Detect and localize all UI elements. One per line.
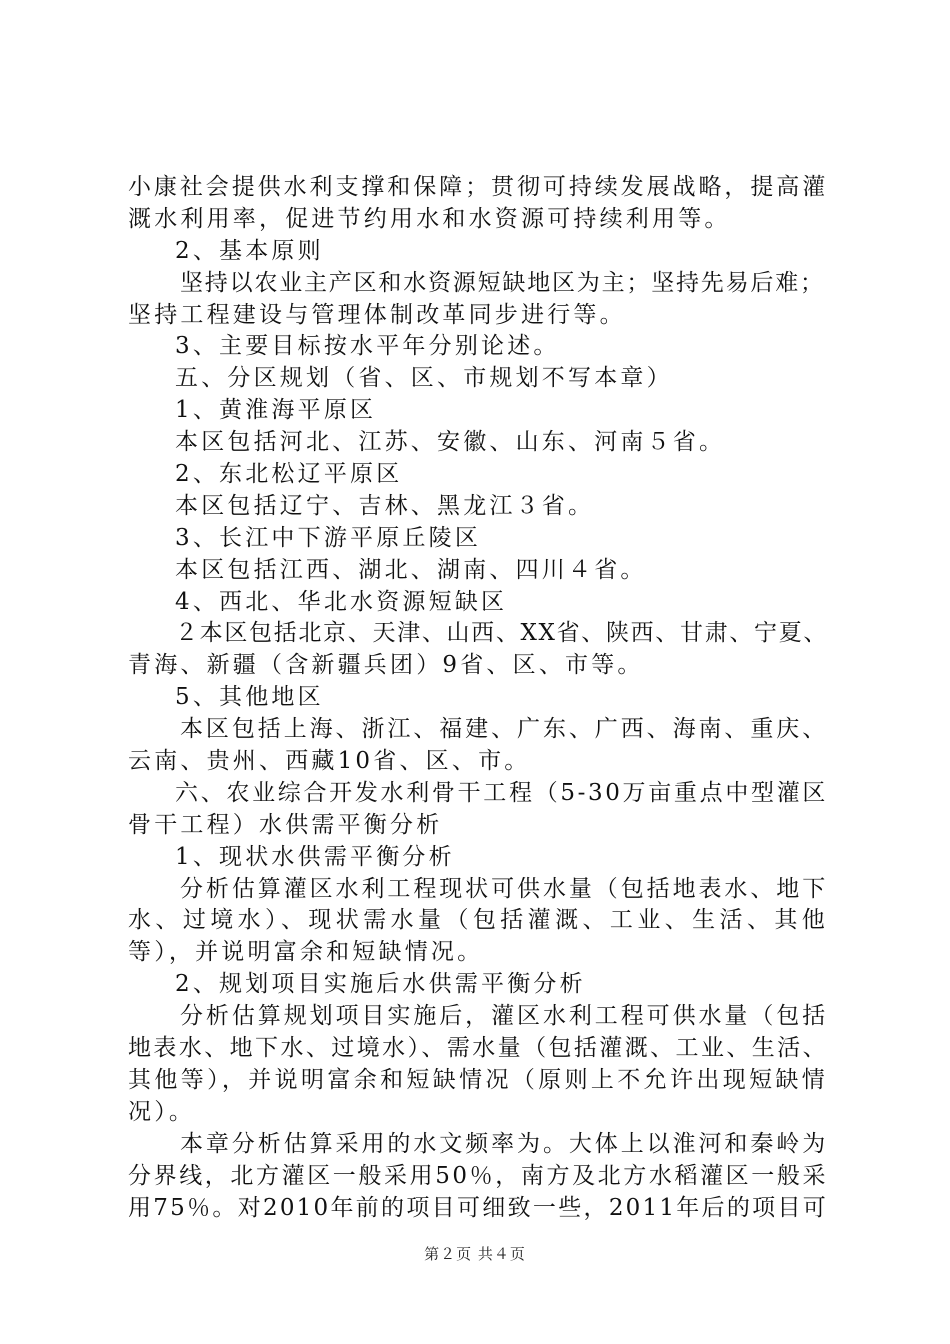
text-line: 4、西北、华北水资源短缺区 — [175, 588, 508, 615]
text-line: 3、长江中下游平原丘陵区 — [175, 524, 482, 551]
text-line: 本区包括辽宁、吉林、黑龙江３省。 — [175, 492, 595, 519]
text-line: 等），并说明富余和短缺情况。 — [128, 939, 484, 966]
text-line: ２本区包括北京、天津、山西、XX省、陕西、甘肃、宁夏、 — [175, 620, 828, 647]
text-line: 六、农业综合开发水利骨干工程（5-30万亩重点中型灌区 — [175, 779, 828, 806]
text-line: 地表水、地下水、过境水）、需水量（包括灌溉、工业、生活、 — [128, 1035, 828, 1062]
text-line: 云南、贵州、西藏10省、区、市。 — [128, 748, 531, 775]
text-line: 坚持以农业主产区和水资源短缺地区为主；坚持先易后难； — [180, 269, 825, 296]
text-line: 2、规划项目实施后水供需平衡分析 — [175, 971, 586, 998]
text-line: 本区包括河北、江苏、安徽、山东、河南５省。 — [175, 429, 726, 456]
text-line: 水、过境水）、现状需水量（包括灌溉、工业、生活、其他 — [128, 907, 828, 934]
text-line: 其他等），并说明富余和短缺情况（原则上不允许出现短缺情 — [128, 1066, 828, 1093]
text-line: 本区包括江西、湖北、湖南、四川４省。 — [175, 556, 647, 583]
text-line: 况）。 — [128, 1098, 196, 1125]
text-line: 1、黄淮海平原区 — [175, 397, 377, 424]
text-line: 2、东北松辽平原区 — [175, 461, 403, 488]
text-line: 本区包括上海、浙江、福建、广东、广西、海南、重庆、 — [180, 716, 828, 743]
text-line: 骨干工程）水供需平衡分析 — [128, 811, 443, 838]
document-body — [128, 172, 828, 1224]
text-line: 分析估算规划项目实施后，灌区水利工程可供水量（包括 — [180, 1003, 828, 1030]
text-line: 青海、新疆（含新疆兵团）9省、区、市等。 — [128, 652, 644, 679]
page-footer: 第２页 共４页 — [424, 1245, 526, 1263]
text-line: 五、分区规划（省、区、市规划不写本章） — [175, 365, 673, 392]
text-line: 坚持工程建设与管理体制改革同步进行等。 — [128, 301, 626, 328]
text-line: 分界线，北方灌区一般采用50％，南方及北方水稻灌区一般采 — [128, 1162, 829, 1189]
text-line: 3、主要目标按水平年分别论述。 — [175, 333, 560, 360]
text-line: 本章分析估算采用的水文频率为。大体上以淮河和秦岭为 — [180, 1130, 828, 1157]
text-line: 1、现状水供需平衡分析 — [175, 843, 455, 870]
text-line: 5、其他地区 — [175, 684, 324, 711]
text-line: 溉水利用率，促进节约用水和水资源可持续利用等。 — [128, 205, 731, 232]
text-line: 2、基本原则 — [175, 237, 324, 264]
text-line: 小康社会提供水利支撑和保障；贯彻可持续发展战略，提高灌 — [128, 174, 828, 200]
text-line: 分析估算灌区水利工程现状可供水量（包括地表水、地下 — [180, 875, 828, 902]
text-line: 用75％。对2010年前的项目可细致一些，2011年后的项目可 — [128, 1194, 828, 1221]
